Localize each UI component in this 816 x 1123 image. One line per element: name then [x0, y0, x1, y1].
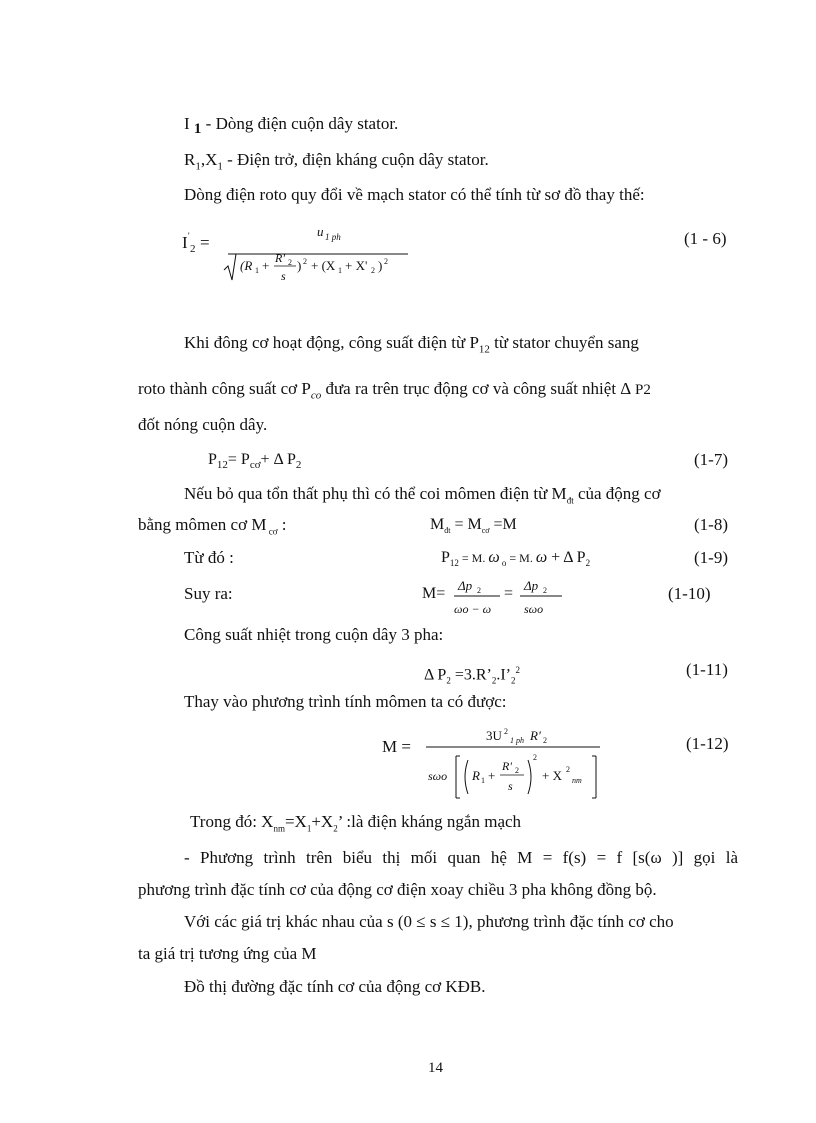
text: Nếu bỏ qua tổn thất phụ thì có thể coi mômen điện từ M: [184, 484, 567, 503]
svg-text:R': R': [502, 759, 512, 773]
subscript: đt: [566, 495, 574, 506]
svg-text:s: s: [281, 269, 286, 283]
svg-text:+: +: [262, 258, 270, 273]
text-line-5: [138, 379, 651, 405]
svg-text:2: 2: [384, 257, 388, 266]
text: = M.: [506, 551, 536, 565]
svg-text:I: I: [182, 233, 188, 252]
svg-text:R': R': [275, 251, 285, 265]
svg-text:sωo: sωo: [524, 602, 544, 616]
text: của động cơ: [573, 484, 661, 503]
text: :: [277, 515, 287, 534]
text: từ stator chuyển sang: [489, 333, 639, 352]
text-line-1: [184, 114, 398, 135]
subscript: 12: [478, 343, 490, 356]
svg-text:2: 2: [566, 765, 570, 774]
subscript: đt: [444, 526, 451, 536]
svg-text:2: 2: [543, 586, 547, 595]
subscript: 2: [511, 675, 516, 686]
text: Δ P: [424, 666, 447, 684]
subscript: 1: [193, 121, 202, 137]
svg-text:=: =: [200, 233, 210, 252]
svg-text:+: +: [488, 768, 496, 783]
subscript: 1: [195, 160, 201, 173]
subscript: 2: [446, 675, 451, 686]
svg-text:2: 2: [543, 736, 547, 745]
superscript: 2: [515, 665, 520, 675]
equation-1-11: [424, 660, 520, 691]
text: = P: [227, 451, 250, 468]
equation-number-1-6: (1 - 6): [684, 229, 727, 248]
text: +X: [311, 812, 334, 831]
svg-text:): ): [378, 258, 383, 273]
equation-number-1-7: (1-7): [694, 450, 728, 469]
text: =X: [284, 812, 307, 831]
equation-number-1-10: (1-10): [668, 584, 711, 603]
svg-text:s: s: [508, 779, 513, 793]
text: M: [430, 516, 445, 533]
svg-text:): ): [297, 258, 302, 273]
subscript: cơ: [266, 526, 278, 537]
text-line-18: Với các giá trị khác nhau của s (0 ≤ s ≤ 1), phương trình đặc tính cơ cho: [184, 912, 674, 931]
svg-text:Δp: Δp: [524, 578, 539, 593]
equation-1-8: [430, 515, 517, 541]
svg-text:2: 2: [303, 257, 307, 266]
subscript: 12: [216, 459, 228, 472]
svg-text:1 ph: 1 ph: [325, 232, 341, 242]
text: R: [184, 150, 196, 169]
text-line-16: - Phương trình trên biểu thị mối quan hệ M = f(s) = f [s(ω )] gọi là: [184, 848, 738, 867]
text-line-8: [184, 484, 661, 510]
text-line-6: đốt nóng cuộn dây.: [138, 415, 268, 434]
text: - Dòng điện cuộn dây stator.: [201, 114, 399, 133]
text: I: [184, 114, 190, 133]
equation-number-1-11: (1-11): [686, 660, 728, 679]
equation-number-1-9: (1-9): [694, 548, 728, 567]
equation-number-1-8: (1-8): [694, 515, 728, 534]
text: Trong đó: X: [190, 812, 274, 831]
svg-text:R': R': [530, 728, 541, 743]
subscript: o: [499, 558, 507, 569]
text: bằng mômen cơ M: [138, 515, 267, 534]
text: =3.R’: [450, 666, 492, 684]
page-number: 14: [428, 1060, 443, 1076]
svg-text:2: 2: [533, 753, 537, 762]
equation-1-10: [420, 574, 570, 618]
text: + Δ P: [260, 451, 296, 468]
svg-text:': ': [188, 231, 190, 241]
text: roto thành công suất cơ P: [138, 379, 311, 398]
text-line-11: Suy ra:: [184, 584, 233, 603]
text: P: [441, 549, 450, 566]
text-line-10: Từ đó :: [184, 548, 234, 567]
subscript: co: [310, 389, 322, 402]
subscript: cơ: [249, 459, 261, 472]
svg-text:ωo − ω: ωo − ω: [454, 602, 492, 616]
svg-text:nm: nm: [572, 776, 582, 785]
text: + Δ P: [547, 549, 586, 566]
text: ,X: [200, 150, 218, 169]
text: ’ :là điện kháng ngắn mạch: [337, 812, 522, 831]
text: đưa ra trên trục động cơ và công suất nhiệt: [321, 379, 617, 398]
text-line-2: [184, 150, 489, 176]
text: P: [208, 451, 217, 468]
text: .I’: [496, 666, 511, 684]
text-line-7: [208, 450, 301, 475]
svg-text:+ X': + X': [345, 258, 368, 273]
subscript: 2: [295, 459, 302, 472]
svg-text:3U: 3U: [486, 728, 502, 743]
text-line-19: ta giá trị tương ứng của M: [138, 944, 317, 963]
omega-symbol: ω: [488, 549, 500, 566]
svg-text:u: u: [317, 224, 324, 239]
svg-text:2: 2: [504, 727, 508, 736]
equation-1-6: [180, 218, 420, 284]
text-line-17: phương trình đặc tính cơ của động cơ điện xoay chiều 3 pha không đồng bộ.: [138, 880, 657, 899]
svg-text:(R: (R: [240, 258, 253, 273]
text-line-4: [184, 333, 639, 359]
subscript: 2: [585, 558, 591, 569]
svg-text:Δp: Δp: [458, 578, 473, 593]
svg-text:1: 1: [338, 266, 342, 275]
svg-text:R: R: [472, 768, 480, 783]
svg-text:2: 2: [190, 243, 196, 255]
text: - Điện trở, điện kháng cuộn dây stator.: [222, 150, 489, 169]
text-line-20: Đồ thị đường đặc tính cơ của động cơ KĐB.: [184, 977, 486, 996]
subscript: cơ: [481, 526, 490, 536]
subscript: nm: [273, 823, 285, 834]
svg-text:M=: M=: [422, 585, 446, 602]
svg-text:2: 2: [288, 258, 292, 267]
svg-text:+ X: + X: [542, 768, 562, 783]
svg-text:2: 2: [371, 266, 375, 275]
text-line-3: Dòng điện roto quy đổi về mạch stator có thể tính từ sơ đồ thay thế:: [184, 185, 645, 204]
subscript: 2: [491, 675, 497, 686]
svg-text:sωo: sωo: [428, 769, 448, 783]
subscript: 1: [217, 160, 223, 173]
text-line-15: [190, 812, 521, 838]
subscript: 2: [333, 823, 338, 834]
svg-text:1: 1: [481, 776, 485, 785]
delta-symbol: Δ: [620, 379, 632, 398]
svg-text:M =: M =: [382, 737, 411, 756]
svg-text:=: =: [504, 585, 514, 602]
equation-number-1-12: (1-12): [686, 734, 729, 753]
svg-text:1 ph: 1 ph: [510, 736, 524, 745]
omega-symbol: ω: [535, 549, 548, 566]
text: = M: [450, 516, 482, 533]
text: =M: [489, 516, 517, 533]
text-line-12: Công suất nhiệt trong cuộn dây 3 pha:: [184, 625, 444, 644]
subscript: 12: [449, 558, 459, 569]
text: Khi đông cơ hoạt động, công suất điện từ P: [184, 333, 479, 352]
svg-text:2: 2: [477, 586, 481, 595]
svg-text:2: 2: [515, 766, 519, 775]
svg-text:1: 1: [255, 266, 259, 275]
text-line-9: [138, 515, 286, 541]
text-line-14: Thay vào phương trình tính mômen ta có được:: [184, 692, 507, 711]
text: P2: [631, 382, 651, 398]
equation-1-12: [380, 722, 610, 804]
text: = M.: [458, 551, 489, 565]
subscript: 1: [306, 823, 312, 834]
equation-1-9: [441, 548, 590, 573]
svg-text:+ (X: + (X: [311, 258, 336, 273]
